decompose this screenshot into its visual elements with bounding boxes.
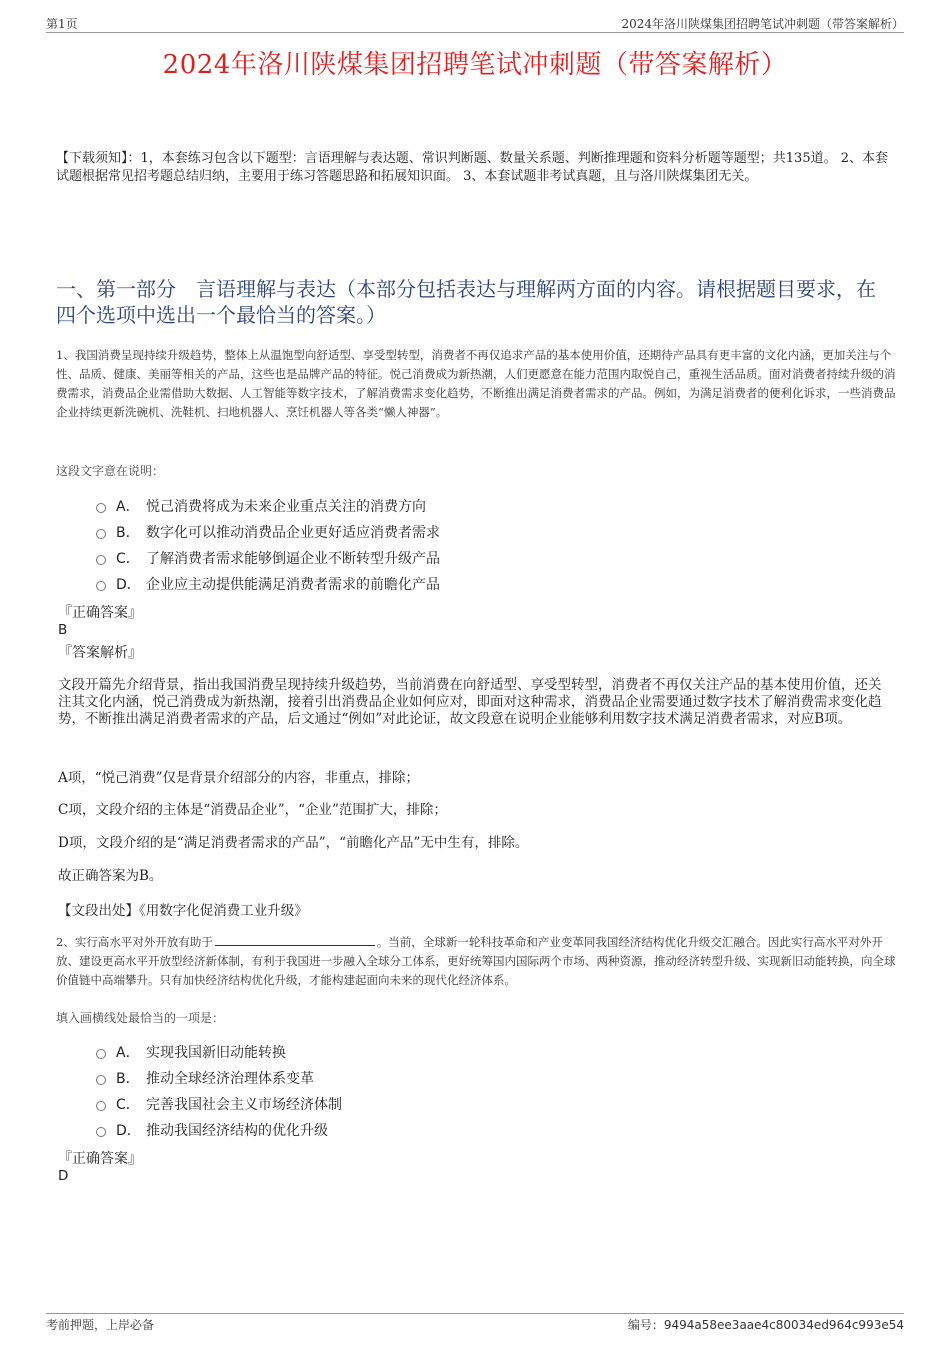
page-footer xyxy=(46,1313,904,1332)
option-letter: D． xyxy=(116,1123,141,1139)
option-text: 了解消费者需求能够倒逼企业不断转型升级产品 xyxy=(146,551,440,567)
option-text: 推动全球经济治理体系变革 xyxy=(146,1071,314,1087)
option-letter: A． xyxy=(116,499,140,515)
q1-answer-label: 『正确答案』 xyxy=(58,605,142,621)
option-text: 实现我国新旧动能转换 xyxy=(146,1045,286,1061)
question-1-text: 1、我国消费呈现持续升级趋势，整体上从温饱型向舒适型、享受型转型，消费者不再仅追求产品的基本使用价值，还期待产品具有更丰富的文化内涵，更加关注与个性、品质、健康、美丽等相关的产品，这些也是品牌产品的特征。悦己消费成为新热潮，人们更愿意在能力范围内取悦自己，重视生活品质。面对消费者持续升级的消费需求，消费品企业需借助大数据、人工智能等数字技术，了解消费需求变化趋势，不断推出满足消费者需求的产品。例如，为满足消费者的便利化诉求，一些消费品企业持续更新洗碗机、洗鞋机、扫地机器人、烹饪机器人等各类“懒人神器”。 xyxy=(56,348,896,419)
option-text: 数字化可以推动消费品企业更好适应消费者需求 xyxy=(146,525,440,541)
q2-option-b[interactable] xyxy=(96,1065,342,1091)
option-letter: C． xyxy=(116,1097,140,1113)
serial-label: 编号： xyxy=(627,1318,664,1332)
q1-option-a[interactable] xyxy=(96,493,440,519)
radio-icon[interactable] xyxy=(96,1101,106,1111)
q1-option-d[interactable] xyxy=(96,571,440,597)
question-1-prompt: 这段文字意在说明： xyxy=(56,464,165,478)
document-title: 2024年洛川陕煤集团招聘笔试冲刺题（带答案解析） xyxy=(162,50,788,80)
download-notice: 【下载须知】：1，本套练习包含以下题型：言语理解与表达题、常识判断题、数量关系题、判断推理题和资料分析题等题型；共135道。 2、本套试题根据常见招考题总结归纳，主要用于练习答题思路和拓展知识面。 3、本套试题非考试真题，且与洛川陕煤集团无关。 xyxy=(56,151,888,184)
q2-answer: D xyxy=(58,1168,69,1184)
q1-analysis-option-a: A项，“悦己消费”仅是背景介绍部分的内容，非重点，排除； xyxy=(58,770,420,786)
q2-option-d[interactable] xyxy=(96,1117,342,1143)
option-letter: A． xyxy=(116,1045,140,1061)
q1-analysis-option-c: C项，文段介绍的主体是“消费品企业”，“企业”范围扩大，排除； xyxy=(58,802,447,818)
radio-icon[interactable] xyxy=(96,555,106,565)
page-number: 第1页 xyxy=(46,17,78,31)
q2-answer-label: 『正确答案』 xyxy=(58,1151,142,1167)
option-letter: D． xyxy=(116,577,141,593)
radio-icon[interactable] xyxy=(96,1075,106,1085)
question-2-text xyxy=(56,933,900,990)
question-2-options xyxy=(96,1039,342,1143)
q1-option-b[interactable] xyxy=(96,519,440,545)
radio-icon[interactable] xyxy=(96,1049,106,1059)
header-doc-name: 2024年洛川陕煤集团招聘笔试冲刺题（带答案解析） xyxy=(621,17,904,31)
q1-conclusion: 故正确答案为B。 xyxy=(58,868,163,884)
q1-analysis-option-d: D项，文段介绍的是“满足消费者需求的产品”，“前瞻化产品”无中生有，排除。 xyxy=(58,835,529,851)
option-letter: C． xyxy=(116,551,140,567)
fill-blank xyxy=(215,933,375,946)
option-text: 悦己消费将成为未来企业重点关注的消费方向 xyxy=(146,499,426,515)
question-2-text-after: 。当前，全球新一轮科技革命和产业变革同我国经济结构优化升级交汇融合。因此实行高水平对外开放、建设更高水平开放型经济新体制，有利于我国进一步融入全球分工体系，更好统筹国内国际两个市场、两种资源，推动经济转型升级、实现新旧动能转换，向全球价值链中高端攀升。只有加快经济结构优化升级，才能构建起面向未来的现代化经济体系。 xyxy=(56,935,896,987)
q1-source: 【文段出处】《用数字化促消费工业升级》 xyxy=(58,903,308,919)
radio-icon[interactable] xyxy=(96,1127,106,1137)
radio-icon[interactable] xyxy=(96,503,106,513)
q1-option-c[interactable] xyxy=(96,545,440,571)
question-1-options xyxy=(96,493,440,597)
q1-analysis: 文段开篇先介绍背景，指出我国消费呈现持续升级趋势，当前消费在向舒适型、享受型转型，消费者不再仅关注产品的基本使用价值，还关注其文化内涵，悦己消费成为新热潮，接着引出消费品企业如何应对，即面对这种需求，消费品企业需要通过数字技术了解消费需求变化趋势，不断推出满足消费者需求的产品，后文通过“例如”对此论证，故文段意在说明企业能够利用数字技术满足消费者需求，对应B项。 xyxy=(58,677,882,727)
radio-icon[interactable] xyxy=(96,581,106,591)
option-text: 完善我国社会主义市场经济体制 xyxy=(146,1097,342,1113)
q2-option-c[interactable] xyxy=(96,1091,342,1117)
serial-number: 9494a58ee3aae4c80034ed964c993e54 xyxy=(663,1318,904,1332)
option-letter: B． xyxy=(116,525,140,541)
footer-slogan: 考前押题，上岸必备 xyxy=(46,1318,155,1332)
footer-serial xyxy=(628,1316,904,1333)
q1-answer: B xyxy=(58,622,68,638)
q2-option-a[interactable] xyxy=(96,1039,342,1065)
question-2-text-before: 2、实行高水平对外开放有助于 xyxy=(56,935,213,949)
section-heading: 一、第一部分 言语理解与表达（本部分包括表达与理解两方面的内容。请根据题目要求，在四个选项中选出一个最恰当的答案。） xyxy=(56,277,876,327)
page-header xyxy=(46,14,904,33)
question-2-prompt: 填入画横线处最恰当的一项是： xyxy=(56,1011,225,1025)
radio-icon[interactable] xyxy=(96,529,106,539)
option-letter: B． xyxy=(116,1071,140,1087)
q1-analysis-label: 『答案解析』 xyxy=(58,645,142,661)
option-text: 推动我国经济结构的优化升级 xyxy=(146,1123,328,1139)
option-text: 企业应主动提供能满足消费者需求的前瞻化产品 xyxy=(146,577,440,593)
